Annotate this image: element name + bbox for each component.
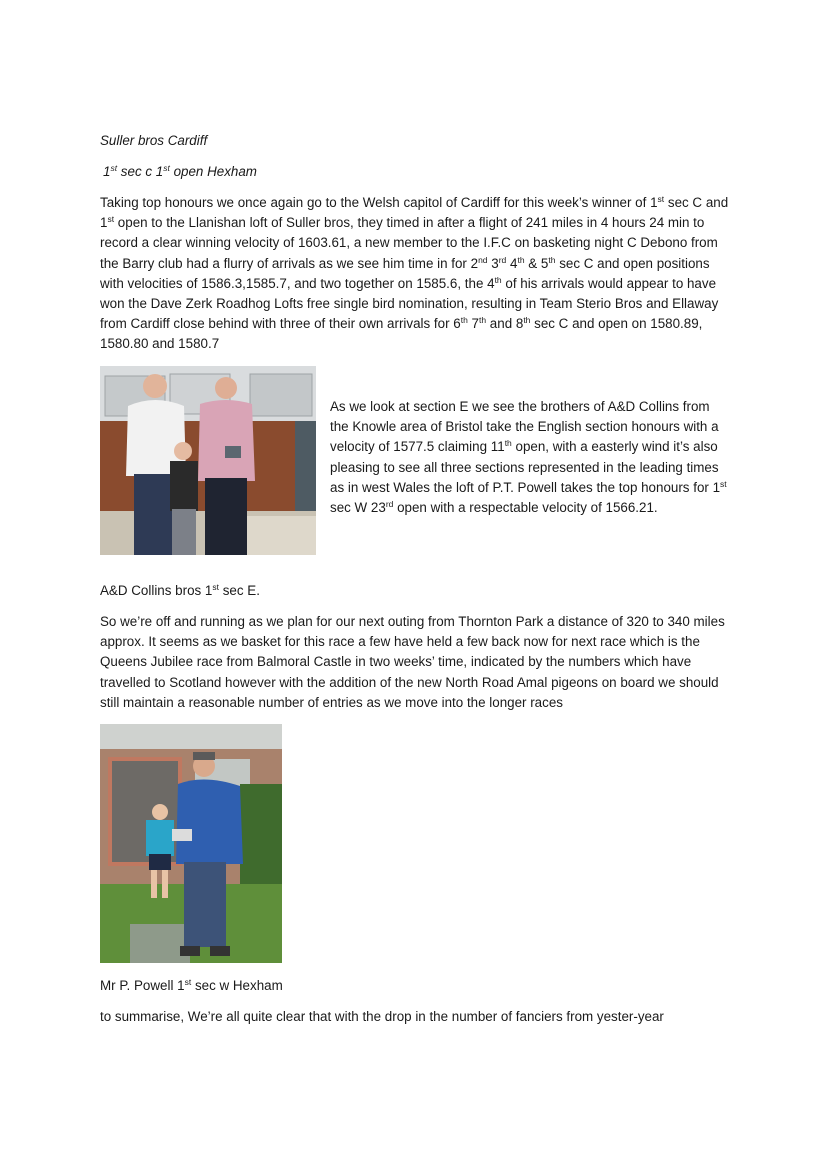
article-heading: Suller bros Cardiff bbox=[100, 133, 208, 148]
caption-collins: A&D Collins bros 1st sec E. bbox=[100, 582, 260, 598]
photo-collins-brothers bbox=[100, 366, 316, 555]
article-subheading: 1st sec c 1st open Hexham bbox=[103, 163, 257, 179]
photo-powell bbox=[100, 724, 282, 963]
paragraph-intro: Taking top honours we once again go to the Welsh capitol of Cardiff for this week’s winner of 1st sec C and 1st open to the Llanishan loft of Suller bros, they timed in after a flight of 241 miles in 4 hours 24 min to record a clear winning velocity of 1603.61, a new member to the I.F.C on basketing night C Debono from the Barry club had a flurry of arrivals as we see him time in for 2nd 3rd 4th & 5th sec C and open positions with velocities of 1586.3,1585.7, and two together on 1585.6, the 4th of his arrivals would appear to have won the Dave Zerk Roadhog Lofts free single bird nomination, resulting in Team Sterio Bros and Ellaway from Cardiff close behind with three of their own arrivals for 6th 7th and 8th sec C and open on 1580.89, 1580.80 and 1580.7 bbox=[100, 194, 729, 352]
paragraph-next-race: So we’re off and running as we plan for our next outing from Thornton Park a distance of 320 to 340 miles approx. It seems as we basket for this race a few have held a few back now for next race which is the Queens Jubilee race from Balmoral Castle in two weeks’ time, indicated by the numbers which have travelled to Scotland however with the addition of the new North Road Amal pigeons on board we should still maintain a reasonable number of entries as we move into the longer races bbox=[100, 614, 725, 710]
paragraph-section-e: As we look at section E we see the brothers of A&D Collins from the Knowle area of Bristol take the English section honours with a velocity of 1577.5 claiming 11th open, with a easterly wind it’s also pleasing to see all three sections represented in the leading times as in west Wales the loft of P.T. Powell takes the top honours for 1st sec W 23rd open with a respectable velocity of 1566.21. bbox=[330, 399, 727, 516]
caption-powell: Mr P. Powell 1st sec w Hexham bbox=[100, 977, 283, 993]
paragraph-summary: to summarise, We’re all quite clear that with the drop in the number of fanciers from yester-year bbox=[100, 1009, 664, 1024]
